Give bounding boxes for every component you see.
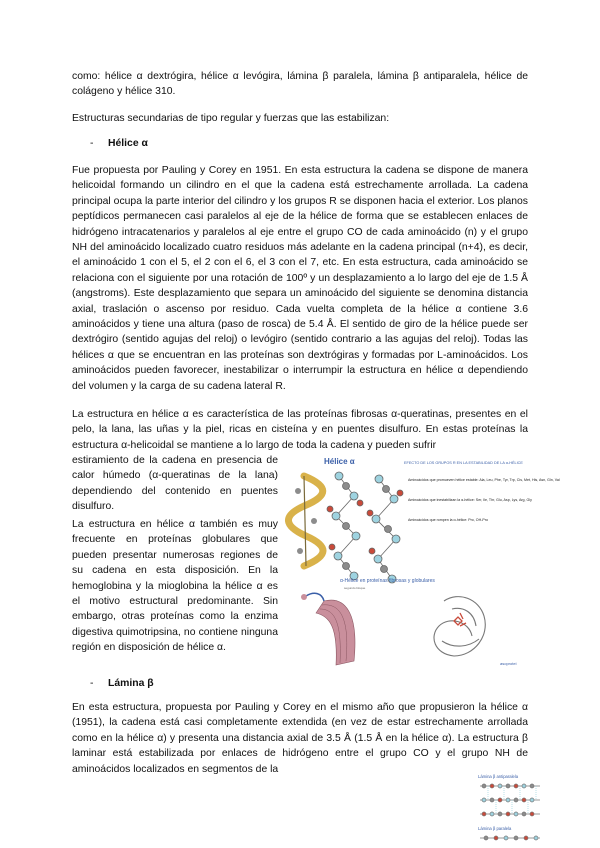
figure-subtitle: α-Hélice en proteínas fibrosas y globulares: [340, 578, 435, 584]
ball-stick-helix-left: [327, 472, 363, 580]
figure-caption: asoprotei: [500, 661, 517, 666]
secondary-structures-heading: Estructuras secundarias de tipo regular y fuerzas que las estabilizan:: [72, 113, 390, 124]
effects-list: [408, 478, 560, 522]
globular-paragraph: La estructura en hélice α también es muy frecuente en proteínas globulares que pueden presentar numerosas regiones de su cadena en esta disposición. En la hemoglobina y la mioglobina la hélice α es el motivo estructural predominante. Sin embargo, otras proteínas como la enzima digestiva quimotripsina, no contiene ninguna región en disposición de hélice α.: [72, 519, 278, 654]
helix-paragraph: Fue propuesta por Pauling y Corey en 1951. En esta estructura la cadena se dispone de manera helicoidal formando un cilindro en el que la cadena está estrechamente arrollada. La cadena principal ocupa la parte interior del cilindro y los grupos R se disponen hacia el exterior. Los planos peptídicos permanecen casi paralelos al eje de la hélice de forma que se establecen enlaces de hidrógeno intracatenarios y paralelos al eje entre el grupo CO de cada aminoácido (n) y el grupo NH del aminoácido localizado cuatro residuos más adelante en la cadena principal (n+4), es decir, el aminoácido 1 con el 5, el 2 con el 6, el 3 con el 7, etc. En esta estructura, cada aminoácido se relaciona con el siguiente por una rotación de 100º y un desplazamiento a lo largo del eje de 1.5 Å (angstroms). Este desplazamiento que separa un aminoácido del siguiente se denomina distancia axial, traslación o ascenso por residuo. Cada vuelta completa de la hélice α contiene 3.6 aminoácidos y tiene una altura (paso de rosca) de 5.4 Å. El sentido de giro de la hélice puede ser dextrógiro (sentido agujas del reloj) o levógiro (sentido contrario a las agujas del reloj). Todas las hélices α que se encuentran en las proteínas son dextrógiras y formadas por L-aminoácidos. Los aminoácidos pueden favorecer, inestabilizar o interrumpir la estructura en hélice α dependiendo del volumen y la carga de su cadena lateral R.: [72, 165, 528, 392]
ball-stick-helix-right: [367, 475, 403, 583]
effect-item-1: Aminoácidos que promueven hélice estable: Ala, Leu, Phe, Tyr, Trp, Cis, Met, His, Asn, Gln, Val: [408, 478, 560, 482]
helix-ribbon: [288, 476, 323, 566]
figure-helix-title: Hélice α: [324, 457, 355, 466]
figure-effect-title: EFECTO DE LOS GRUPOS R EN LA ESTABILIDAD DE LA α-HÉLICE: [404, 461, 523, 465]
beta-sheet-illustration: [476, 772, 544, 848]
sheet-label-antiparallel: Lámina β antiparalela: [478, 774, 519, 779]
sheet-label-parallel: Lámina β paralela: [478, 826, 512, 831]
keratin-fiber: [301, 593, 355, 665]
parallel-strands: [480, 836, 540, 840]
keratin-paragraph: La estructura en hélice α es característica de las proteínas fibrosas α-queratinas, presentes en el pelo, la lana, las uñas y la piel, ricas en cisteína y en puentes disulfuro. En estas proteínas la estructura α-helicoidal se mantiene a lo largo de toda la cadena y pueden sufrir: [72, 409, 528, 451]
section-title-sheet: Lámina β: [108, 678, 154, 689]
section-title-helix: Hélice α: [108, 138, 148, 149]
bullet-dash: -: [90, 678, 94, 689]
bullet-dash: -: [90, 138, 94, 149]
intro-paragraph: como: hélice α dextrógira, hélice α levógira, lámina β paralela, lámina β antiparalela, hélice de colágeno y hélice 310.: [72, 71, 528, 98]
beta-sheet-figure: [476, 772, 544, 848]
alpha-helix-illustration: [284, 451, 560, 671]
alpha-helix-figure: [284, 451, 560, 671]
effect-item-2: Aminoácidos que inestabilizan la α-hélice: Ser, Ile, Thr, Glu, Asp, Lys, Arg, Gly: [408, 498, 532, 502]
globular-protein: [434, 597, 485, 656]
bullet-helix-alpha: [90, 136, 148, 151]
bullet-sheet-beta: [90, 676, 154, 691]
figure-sublabel: segundo bloque: [344, 586, 366, 590]
antiparallel-strands: [480, 784, 540, 816]
keratin-wrap-paragraph: estiramiento de la cadena en presencia de calor húmedo (α-queratinas de la lana) dependiendo del contenido en puentes disulfuro.: [72, 455, 278, 513]
effect-item-3: Aminoácidos que rompen la α-hélice: Pro, OH-Pro: [408, 518, 488, 522]
sheet-paragraph: En esta estructura, propuesta por Pauling y Corey en el mismo año que propusieron la hélice α (1951), la cadena está casi completamente extendida (en vez de estar estrechamente arrollada como en la hélice α) y presenta una distancia axial de 3.5 Å (1.5 Å en la hélice α). La estructura β laminar está estabilizada por enlaces de hidrógeno entre el grupo CO y el grupo NH de aminoácidos localizados en segmentos de la: [72, 702, 528, 775]
